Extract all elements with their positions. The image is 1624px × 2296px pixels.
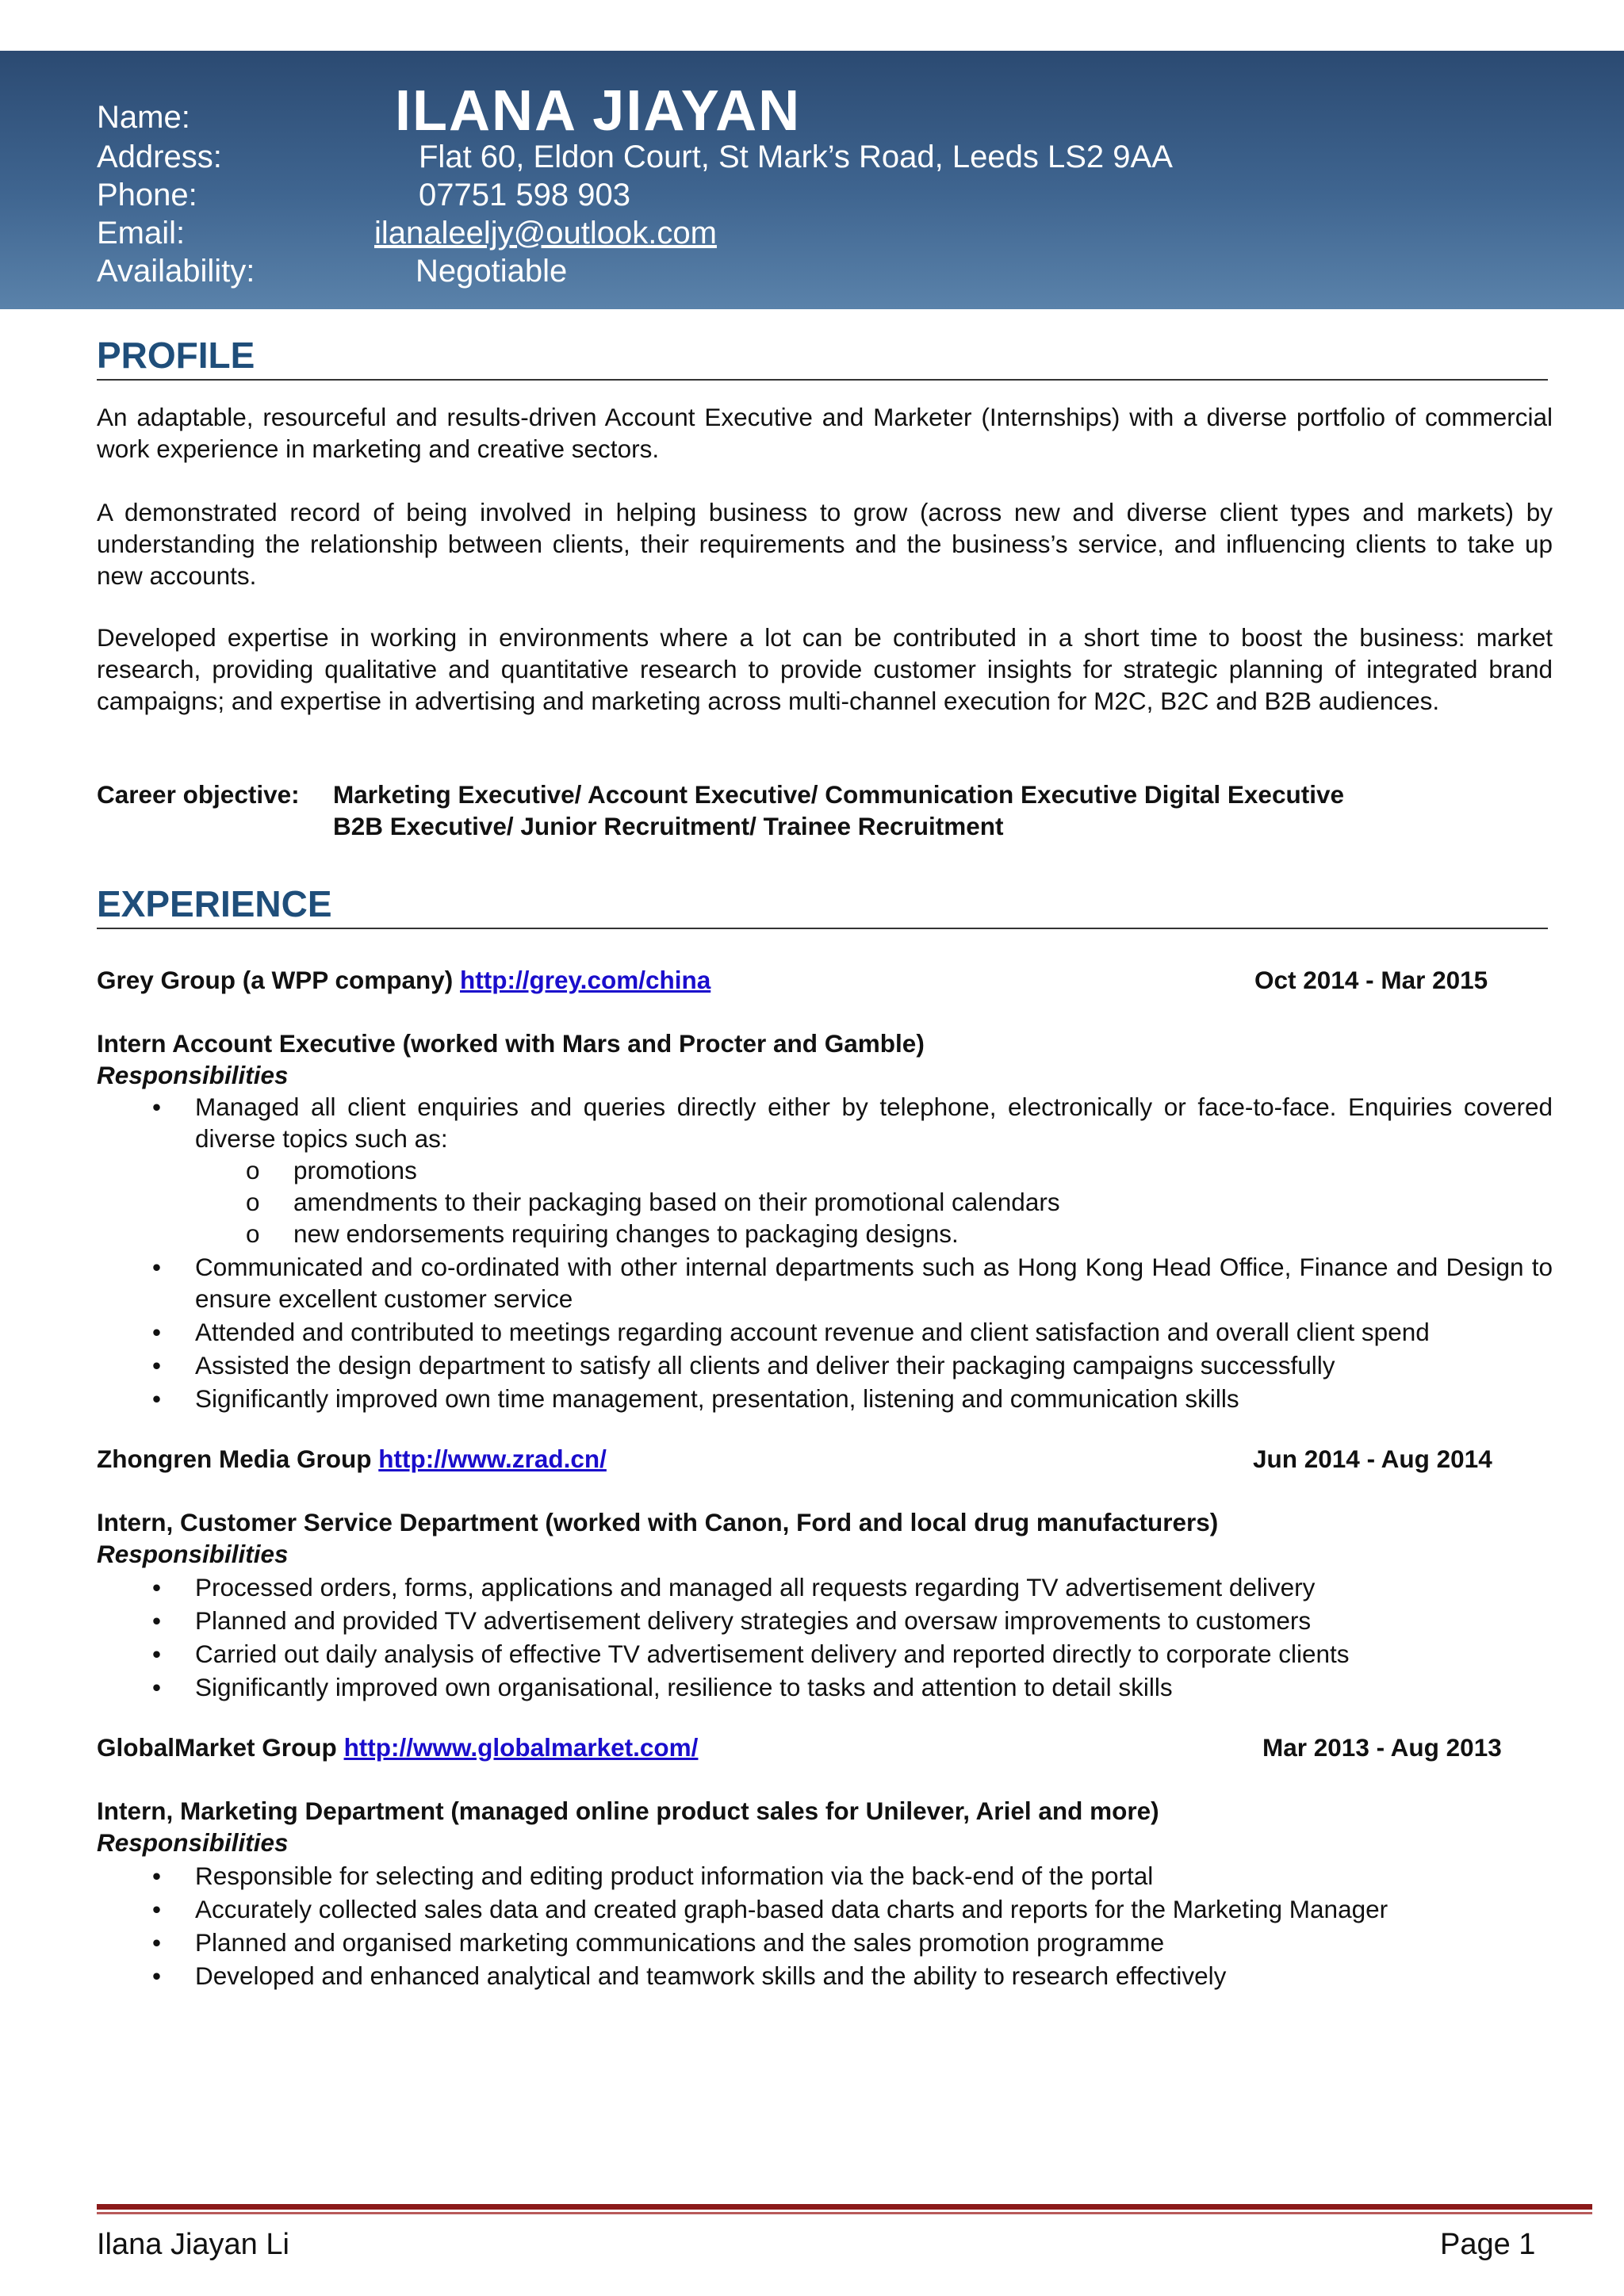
bullet-icon: • (152, 1384, 162, 1413)
profile-paragraph-1: An adaptable, resourceful and results-driven Account Executive and Marketer (Internships) with a diverse portfolio of commercial work experience in marketing and creative sectors. (97, 403, 1553, 463)
experience-heading: EXPERIENCE (97, 882, 1548, 929)
job-1-header (97, 964, 710, 996)
job-1-role: Intern Account Executive (worked with Mars and Procter and Gamble) (97, 1029, 925, 1058)
job-1-responsibilities-label: Responsibilities (97, 1061, 289, 1089)
bullet-icon: • (152, 1961, 162, 1990)
footer-page-number: Page 1 (1440, 2228, 1536, 2261)
profile-paragraph-3: Developed expertise in working in environments where a lot can be contributed in a short time to boost the business: market research, providing qualitative and quantitative research to provide customer insights for strategic planning of integrated brand campaigns; and expertise in advertising and marketing across multi-channel execution for M2C, B2C and B2B audiences. (97, 623, 1553, 715)
circle-bullet-icon: o (246, 1156, 260, 1184)
availability-value: Negotiable (416, 254, 568, 289)
bullet-icon: • (152, 1253, 162, 1281)
name-label: Name: (97, 100, 190, 135)
bullet-icon: • (152, 1606, 162, 1635)
footer-rule (97, 2204, 1592, 2210)
profile-heading: PROFILE (97, 333, 1548, 381)
phone-value: 07751 598 903 (419, 178, 630, 212)
job-2-header (97, 1443, 607, 1475)
job-3-url-link[interactable]: http://www.globalmarket.com/ (343, 1733, 699, 1762)
bullet-icon: • (152, 1673, 162, 1701)
bullet-icon: • (152, 1895, 162, 1923)
bullet-icon: • (152, 1640, 162, 1668)
bullet-icon: • (152, 1573, 162, 1601)
footer-name: Ilana Jiayan Li (97, 2228, 289, 2261)
candidate-name: ILANA JIAYAN (395, 79, 802, 143)
availability-label: Availability: (97, 254, 255, 289)
job-3-responsibilities-label: Responsibilities (97, 1828, 289, 1857)
career-objective-label: Career objective: (97, 780, 300, 809)
bullet-icon: • (152, 1928, 162, 1957)
job-2-responsibilities-label: Responsibilities (97, 1540, 289, 1568)
phone-label: Phone: (97, 178, 197, 212)
header-band (0, 51, 1624, 309)
email-label: Email: (97, 216, 186, 251)
job-3-company: GlobalMarket Group (97, 1733, 337, 1762)
profile-paragraph-2: A demonstrated record of being involved in helping business to grow (across new and diverse client types and markets) by understanding the relationship between clients, their requirements and the business’s service, and influencing clients to take up new accounts. (97, 498, 1553, 590)
job-2-company: Zhongren Media Group (97, 1445, 372, 1473)
bullet-icon: • (152, 1862, 162, 1890)
footer-rule-thin (97, 2212, 1592, 2214)
bullet-icon: • (152, 1093, 162, 1121)
job-2-role: Intern, Customer Service Department (worked with Canon, Ford and local drug manufacturers) (97, 1508, 1219, 1536)
circle-bullet-icon: o (246, 1188, 260, 1216)
job-1-dates: Oct 2014 - Mar 2015 (1254, 966, 1488, 994)
address-value: Flat 60, Eldon Court, St Mark’s Road, Leeds LS2 9AA (419, 140, 1173, 174)
address-label: Address: (97, 140, 222, 174)
job-1-company: Grey Group (a WPP company) (97, 966, 454, 994)
job-1-url-link[interactable]: http://grey.com/china (460, 966, 711, 994)
job-2-dates: Jun 2014 - Aug 2014 (1253, 1445, 1492, 1473)
job-2-url-link[interactable]: http://www.zrad.cn/ (378, 1445, 607, 1473)
job-3-header (97, 1732, 698, 1763)
bullet-icon: • (152, 1318, 162, 1346)
bullet-icon: • (152, 1351, 162, 1380)
email-link[interactable]: ilanaleeljy@outlook.com (374, 216, 717, 251)
job-3-dates: Mar 2013 - Aug 2013 (1262, 1733, 1502, 1762)
circle-bullet-icon: o (246, 1219, 260, 1248)
career-objective-line-1: Marketing Executive/ Account Executive/ Communication Executive Digital Executive (333, 780, 1344, 809)
career-objective-line-2: B2B Executive/ Junior Recruitment/ Trainee Recruitment (333, 812, 1004, 840)
job-3-role: Intern, Marketing Department (managed online product sales for Unilever, Ariel and more) (97, 1797, 1159, 1825)
